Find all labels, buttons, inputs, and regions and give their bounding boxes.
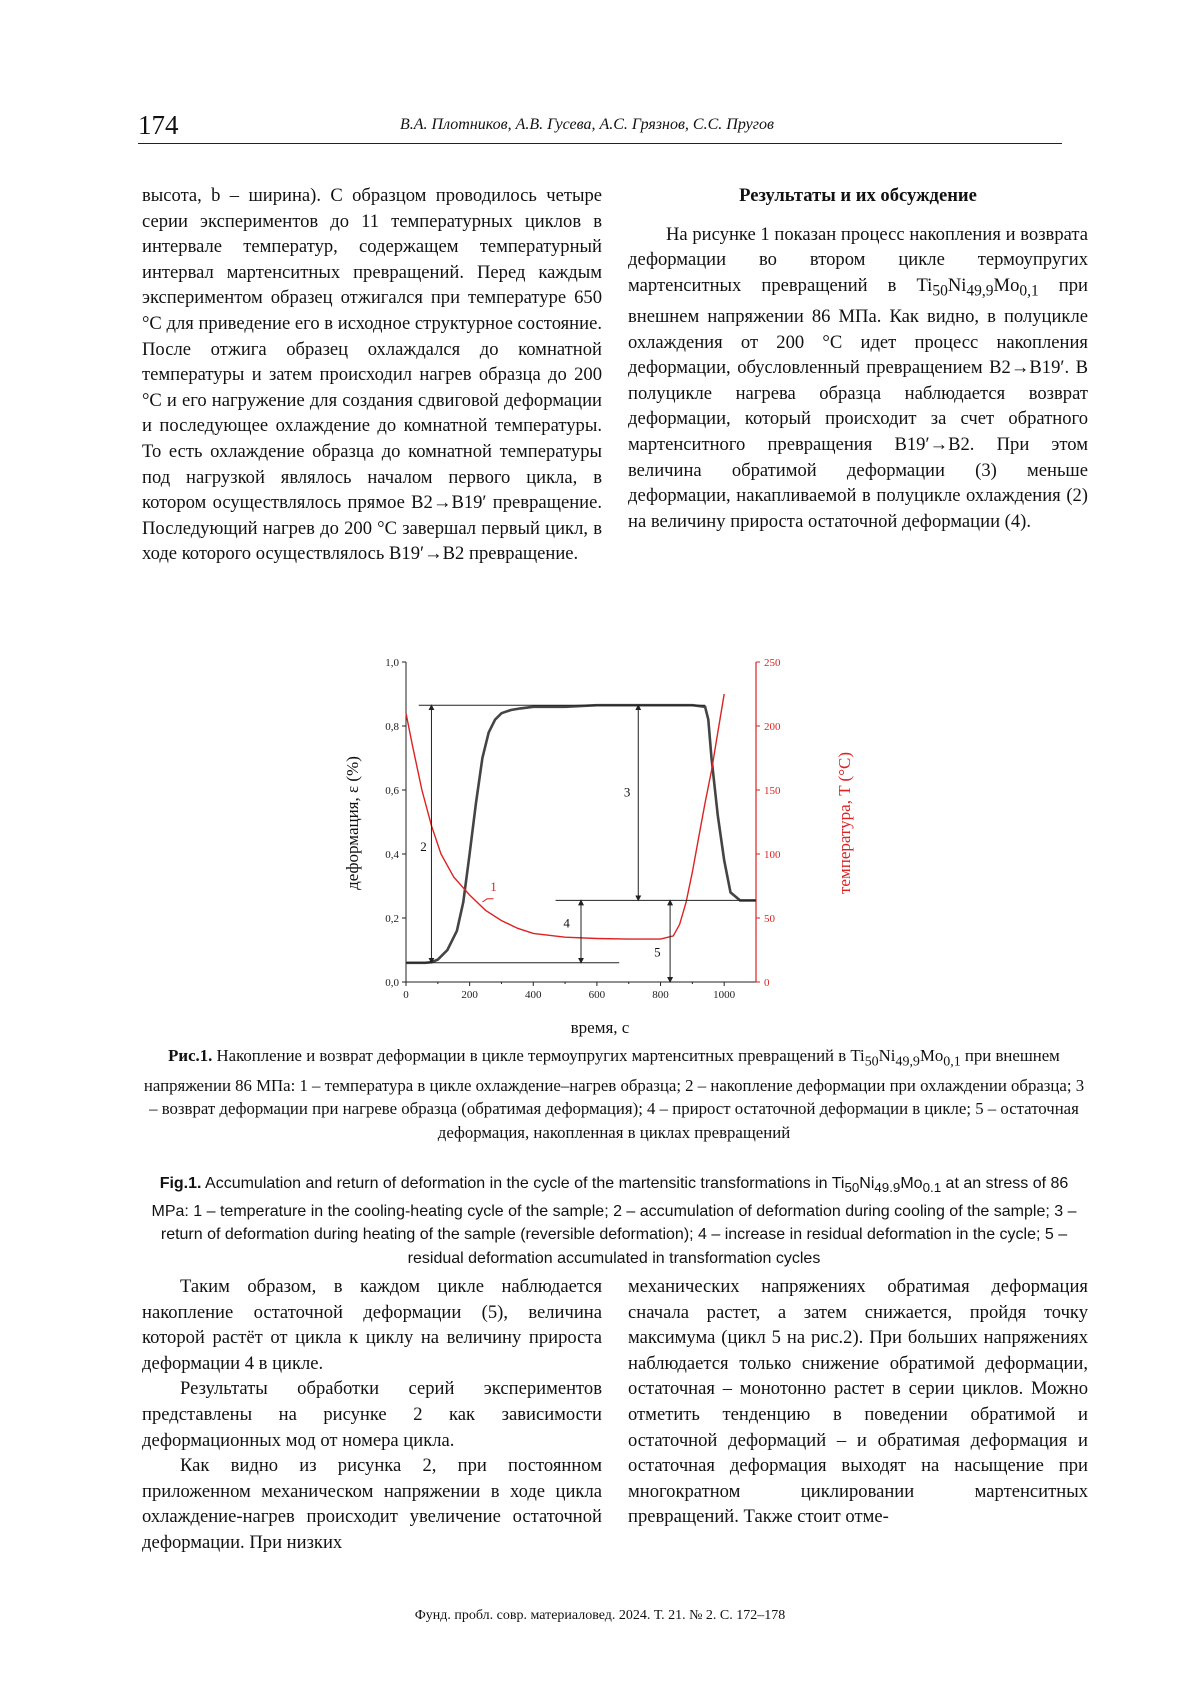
y-left-axis-label: деформация, ε (%) <box>343 756 362 890</box>
left-column-bottom <box>142 1274 602 1556</box>
y-left-tick-label: 0,8 <box>385 721 399 733</box>
y-left-tick-label: 0,2 <box>385 913 399 925</box>
figure-caption-en: Fig.1. Accumulation and return of deformation in the cycle of the martensitic transformations in $Ti_{50}Ni_{49.9}Mo_{0.1}$ at an stress of 86 MPa: 1 – temperature in the cooling-heating cycle of the sample; 2 – accumulation of deformation during cooling of the sample; 3 – return of deformation during heating of the sample (reversible deformation); 4 – increase in residual deformation in the cycle; 5 – residual deformation accumulated in transformation cycles <box>151 1175 1077 1267</box>
x-tick-label: 600 <box>588 989 606 1001</box>
annotation-label-4: 4 <box>563 915 570 931</box>
annotation-label-1: 1 <box>490 878 497 894</box>
y-right-tick-label: 100 <box>764 849 781 861</box>
page-footer: Фунд. пробл. совр. материаловед. 2024. Т. 21. № 2. С. 172–178 <box>414 1608 786 1623</box>
x-tick-label: 0 <box>403 989 409 1001</box>
y-right-tick-label: 150 <box>764 785 781 797</box>
page-number: 174 <box>138 110 179 140</box>
y-right-tick-label: 200 <box>764 721 781 733</box>
paragraph: механических напряжениях обратимая деформация сначала растет, а затем снижается, пройдя точку максимума (цикл 5 на рис.2). При больших напряжениях наблюдается только снижение обратимой деформации, остаточная – монотонно растет в серии циклов. Можно отметить тенденцию в поведении обратимой и остаточной деформаций – и обратимая деформация и остаточная деформация выходят на насыщение при многократном циклировании мартенситных превращений. Также стоит отме- <box>628 1276 1088 1528</box>
y-right-tick-label: 250 <box>764 657 781 669</box>
paragraph: Таким образом, в каждом цикле наблюдается накопление остаточной деформации (5), величина которой растёт от цикла к циклу на величину прироста деформации 4 в цикле. <box>142 1276 602 1374</box>
y-right-tick-label: 0 <box>764 977 770 989</box>
left-column-top <box>142 183 602 567</box>
right-column-top <box>628 183 1088 534</box>
y-left-tick-label: 0,0 <box>385 977 399 989</box>
y-left-tick-label: 0,4 <box>385 849 399 861</box>
series-line-temperature <box>406 694 724 939</box>
annotation-1-leader <box>482 899 493 902</box>
paragraph: Результаты обработки серий экспериментов представлены на рисунке 2 как зависимости деформационных мод от номера цикла. <box>142 1378 602 1451</box>
paragraph: На рисунке 1 показан процесс накопления и возврата деформации во втором цикле термоупругих мартенситных превращений в $Ti_{50}Ni_{49,9}Mo_{0,1}$ при внешнем напряжении 86 МПа. Как видно, в полуцикле охлаждения от 200 °С идет процесс накопления деформации, обусловленный превращением B2→B19′. В полуцикле нагрева образца наблюдается возврат деформации, который происходит за счет обратного мартенситного превращения B19′→B2. При этом величина обратимой деформации (3) меньше деформации, накапливаемой в полуцикле охлаждения (2) на величину прироста остаточной деформации (4). <box>628 223 1088 532</box>
x-tick-label: 400 <box>525 989 542 1001</box>
paragraph: Как видно из рисунка 2, при постоянном приложенном механическом напряжении в ходе цикла охлаждение-нагрев происходит увеличение остаточной деформации. При низких <box>142 1455 602 1553</box>
y-right-tick-label: 50 <box>764 913 775 925</box>
x-axis-label: время, с <box>570 1018 630 1037</box>
x-tick-label: 200 <box>461 989 478 1001</box>
header-rule <box>138 143 1062 144</box>
figure-caption-ru: Рис.1. Накопление и возврат деформации в цикле термоупругих мартенситных превращений в $Ti_{50}Ni_{49,9}Mo_{0,1}$ при внешнем напряжении 86 МПа: 1 – температура в цикле охлаждение–нагрев образца; 2 – накопление деформации при охлаждении образца; 3 – возврат деформации при нагреве образца (обратимая деформация); 4 – прирост остаточной деформации в цикле; 5 – остаточная деформация, накопленная в циклах превращений <box>143 1046 1085 1142</box>
y-right-axis-label: температура, T (°C) <box>835 751 854 895</box>
section-title: Результаты и их обсуждение <box>739 185 977 206</box>
y-left-tick-label: 0,6 <box>385 785 399 797</box>
x-tick-label: 1000 <box>713 989 736 1001</box>
annotation-label-2: 2 <box>420 838 427 854</box>
x-tick-label: 800 <box>652 989 669 1001</box>
annotation-label-3: 3 <box>623 784 631 800</box>
right-column-bottom <box>628 1274 1088 1530</box>
annotation-label-5: 5 <box>654 944 661 960</box>
paragraph: высота, b – ширина). С образцом проводилось четыре серии экспериментов до 11 температурных циклов в интервале температур, содержащем температурный интервал мартенситных превращений. Перед каждым экспериментом образец отжигался при температуре 650 °С для приведение его в исходное структурное состояние. После отжига образец охлаждался до комнатной температуры и затем происходил нагрев образца до 200 °С и его нагружение для создания сдвиговой деформации и последующее охлаждение до комнатной температуры. То есть охлаждение образца до комнатной температуры под нагрузкой являлось началом первого цикла, в котором осуществлялось прямое B2→B19′ превращение. Последующий нагрев до 200 °С завершал первый цикл, в ходе которого осуществлялось B19′→B2 превращение. <box>142 185 602 565</box>
y-left-tick-label: 1,0 <box>385 657 399 669</box>
figure-1-chart <box>340 648 860 1038</box>
running-head-authors: В.А. Плотников, А.В. Гусева, А.С. Грязнов, С.С. Пругов <box>400 116 774 133</box>
